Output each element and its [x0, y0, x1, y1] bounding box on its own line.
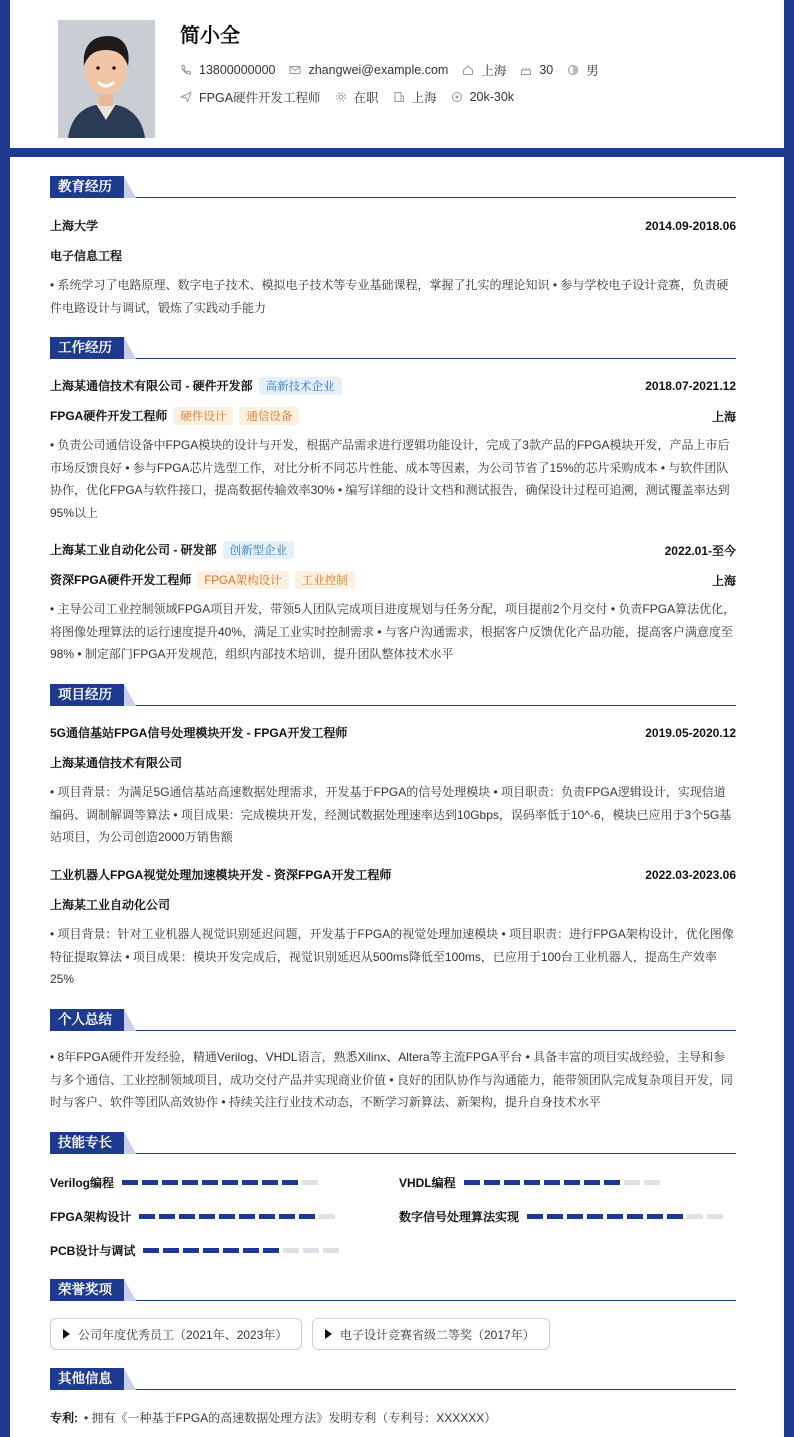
skill-level-bars — [139, 1214, 339, 1219]
city-item — [462, 61, 506, 79]
job-title: FPGA硬件开发工程师 — [50, 409, 168, 423]
other-text: • 拥有《一种基于FPGA的高速数据处理方法》发明专利（专利号：XXXXXX） — [84, 1411, 497, 1425]
gender-icon — [567, 64, 579, 76]
project-header-row — [50, 724, 736, 741]
phone-value: 13800000000 — [199, 63, 276, 77]
project-period: 2019.05-2020.12 — [645, 725, 736, 740]
skill-bar-filled — [587, 1214, 603, 1219]
section-label: 工作经历 — [50, 337, 124, 359]
work-location: 上海 — [711, 409, 736, 424]
section-skills — [50, 1132, 736, 1154]
candidate-name: 简小全 — [180, 25, 240, 47]
job-tag: FPGA架构设计 — [197, 571, 288, 589]
skill-bar-filled — [162, 1180, 178, 1185]
job-title: 资深FPGA硬件开发工程师 — [50, 573, 192, 587]
skill-name: 数字信号处理算法实现 — [399, 1210, 520, 1224]
job-intent-row — [180, 88, 528, 106]
section-summary — [50, 1009, 736, 1031]
section-title-awards — [50, 1279, 736, 1301]
contact-row — [180, 61, 613, 79]
project-name: 工业机器人FPGA视觉处理加速模块开发 - 资深FPGA开发工程师 — [50, 868, 392, 882]
skill-level-bars — [527, 1214, 727, 1219]
frame-left-border — [0, 0, 10, 1437]
job-tag: 通信设备 — [239, 407, 299, 425]
section-title-education — [50, 176, 736, 198]
section-other — [50, 1368, 736, 1390]
section-label: 其他信息 — [50, 1368, 124, 1390]
section-title-summary — [50, 1009, 736, 1031]
award-text: 公司年度优秀员工（2021年、2023年） — [78, 1327, 288, 1342]
skill-name: Verilog编程 — [50, 1176, 115, 1190]
skill-level-bars — [122, 1180, 322, 1185]
section-awards — [50, 1279, 736, 1301]
building-icon — [393, 91, 405, 103]
work-header-row — [50, 541, 736, 559]
work-description: • 主导公司工业控制领域FPGA项目开发，带领5人团队完成项目进度规划与任务分配，项目提前2个月交付 • 负责FPGA算法优化，将图像处理算法的运行速度提升40%，满足工业实时控制需求 • 与客户沟通需求，根据客户反馈优化产品功能，提高客户满意度至98% • 制定部门FPGA开发规范，组织内部技术培训，提升团队整体技术水平 — [50, 602, 736, 661]
skill-bar-filled — [183, 1248, 199, 1253]
work-title — [50, 407, 299, 425]
home-icon — [462, 64, 474, 76]
award-item — [312, 1318, 550, 1350]
skill-item — [50, 1208, 339, 1225]
skill-bar-filled — [142, 1180, 158, 1185]
skill-item — [50, 1242, 343, 1259]
section-projects — [50, 684, 736, 706]
education-period: 2014.09-2018.06 — [645, 218, 736, 233]
skill-bar-filled — [202, 1180, 218, 1185]
skill-bar-filled — [604, 1180, 620, 1185]
skill-bar-filled — [179, 1214, 195, 1219]
work-company — [50, 541, 294, 559]
skill-bar-empty — [323, 1248, 339, 1253]
age-item — [520, 63, 553, 77]
section-label: 个人总结 — [50, 1009, 124, 1031]
skill-bar-filled — [263, 1248, 279, 1253]
skill-name: VHDL编程 — [399, 1176, 456, 1190]
project-header-row — [50, 866, 736, 883]
skill-bar-filled — [567, 1214, 583, 1219]
skill-bar-filled — [223, 1248, 239, 1253]
work-period: 2022.01-至今 — [664, 543, 736, 558]
work-header-row — [50, 377, 736, 395]
skill-bar-filled — [143, 1248, 159, 1253]
skill-bar-filled — [159, 1214, 175, 1219]
phone-icon — [180, 64, 192, 76]
section-label: 技能专长 — [50, 1132, 124, 1154]
school-name: 上海大学 — [50, 219, 99, 233]
skill-bar-filled — [544, 1180, 560, 1185]
summary-text: • 8年FPGA硬件开发经验，精通Verilog、VHDL语言，熟悉Xilinx、Altera等主流FPGA平台 • 具备丰富的项目实战经验，主导和参与多个通信、工业控制领域项目，成功交付产品并实现商业价值 • 良好的团队协作与沟通能力，能带领团队完成复杂项目开发，同时与客户、软件等团队高效协作 • 持续关注行业技术动态，不断学习新算法、新架构，提升自身技术水平 — [50, 1050, 733, 1109]
skill-bar-filled — [182, 1180, 198, 1185]
city-value: 上海 — [481, 64, 507, 78]
gender-item — [567, 61, 599, 79]
email-item — [289, 63, 448, 77]
caret-right-icon — [325, 1329, 332, 1339]
skill-bar-empty — [303, 1248, 319, 1253]
project-org: 上海某工业自动化公司 — [50, 898, 171, 912]
skill-bar-filled — [219, 1214, 235, 1219]
section-title-work — [50, 337, 736, 359]
skill-bar-filled — [667, 1214, 683, 1219]
status-value: 在职 — [353, 91, 379, 105]
target-job-value: FPGA硬件开发工程师 — [199, 91, 321, 105]
project-description: • 项目背景：针对工业机器人视觉识别延迟问题，开发基于FPGA的视觉处理加速模块 • 项目职责：进行FPGA架构设计，优化图像特征提取算法 • 项目成果：模块开发完成后，视觉识别延迟从500ms降低至100ms，已应用于100台工业机器人，提高生产效率25% — [50, 927, 734, 986]
skill-item — [399, 1174, 664, 1191]
award-text: 电子设计竞赛省级二等奖（2017年） — [340, 1327, 535, 1342]
skill-bar-empty — [707, 1214, 723, 1219]
skill-bar-filled — [564, 1180, 580, 1185]
skill-bar-filled — [484, 1180, 500, 1185]
skill-bar-filled — [199, 1214, 215, 1219]
education-major-row — [50, 247, 736, 264]
skill-bar-empty — [687, 1214, 703, 1219]
profile-header — [10, 0, 784, 148]
caret-right-icon — [63, 1329, 70, 1339]
company-name: 上海某通信技术有限公司 - 硬件开发部 — [50, 379, 253, 393]
skill-bar-filled — [243, 1248, 259, 1253]
skill-bar-empty — [283, 1248, 299, 1253]
skill-bar-empty — [302, 1180, 318, 1185]
other-label: 专利: — [50, 1411, 78, 1425]
work-description: • 负责公司通信设备中FPGA模块的设计与开发，根据产品需求进行逻辑功能设计，完成了3款产品的FPGA模块开发，产品上市后市场反馈良好 • 参与FPGA芯片选型工作，对比分析不同芯片性能、成本等因素，为公司节省了15%的芯片采购成本 • 与软件团队协作，优化FPGA与软件接口，提高数据传输效率30% • 编写详细的设计文档和测试报告，确保设计过程可追溯，测试覆盖率达到95%以上 — [50, 438, 730, 520]
header-divider — [0, 148, 794, 157]
project-name: 5G通信基站FPGA信号处理模块开发 - FPGA开发工程师 — [50, 726, 348, 740]
skill-bar-filled — [504, 1180, 520, 1185]
section-title-projects — [50, 684, 736, 706]
section-work — [50, 337, 736, 359]
skill-bar-filled — [163, 1248, 179, 1253]
company-name: 上海某工业自动化公司 - 研发部 — [50, 543, 217, 557]
skill-bar-filled — [647, 1214, 663, 1219]
project-org-row — [50, 896, 736, 913]
skill-bar-filled — [527, 1214, 543, 1219]
work-title-row — [50, 571, 736, 589]
skill-level-bars — [464, 1180, 664, 1185]
skill-bar-filled — [203, 1248, 219, 1253]
skill-bar-filled — [627, 1214, 643, 1219]
major-name: 电子信息工程 — [50, 249, 123, 263]
project-org: 上海某通信技术有限公司 — [50, 756, 183, 770]
project-description: • 项目背景：为满足5G通信基站高速数据处理需求，开发基于FPGA的信号处理模块 • 项目职责：负责FPGA逻辑设计，实现信道编码、调制解调等算法 • 项目成果：完成模块开发，经测试数据处理速率达到10Gbps，误码率低于10^-6，模块已应用于3个5G基站项目，为公司创造2000万销售额 — [50, 785, 732, 844]
skill-bar-filled — [299, 1214, 315, 1219]
skill-bar-filled — [584, 1180, 600, 1185]
work-title-row — [50, 407, 736, 425]
section-label: 教育经历 — [50, 176, 124, 198]
skill-bar-filled — [547, 1214, 563, 1219]
work-location: 上海 — [711, 573, 736, 588]
salary-item — [451, 90, 514, 104]
work-title — [50, 571, 355, 589]
other-row — [50, 1409, 736, 1426]
skill-bar-filled — [607, 1214, 623, 1219]
company-tag: 创新型企业 — [223, 541, 295, 559]
section-education — [50, 176, 736, 198]
cake-icon — [520, 64, 532, 76]
mail-icon — [289, 64, 301, 76]
skill-bar-filled — [139, 1214, 155, 1219]
salary-value: 20k-30k — [469, 90, 515, 104]
award-item — [50, 1318, 302, 1350]
skill-bar-filled — [282, 1180, 298, 1185]
job-tag: 工业控制 — [295, 571, 355, 589]
education-header-row — [50, 217, 736, 234]
project-period: 2022.03-2023.06 — [645, 867, 736, 882]
gender-value: 男 — [586, 64, 599, 78]
work-period: 2018.07-2021.12 — [645, 379, 736, 393]
status-item — [335, 88, 379, 106]
project-org-row — [50, 754, 736, 771]
work-company — [50, 377, 342, 395]
skill-item — [50, 1174, 322, 1191]
send-icon — [180, 91, 192, 103]
skill-bar-filled — [222, 1180, 238, 1185]
email-value: zhangwei@example.com — [308, 63, 449, 77]
target-city-item — [393, 88, 437, 106]
skill-bar-empty — [644, 1180, 660, 1185]
skill-bar-filled — [524, 1180, 540, 1185]
skill-bar-empty — [319, 1214, 335, 1219]
target-job-item — [180, 88, 321, 106]
skill-bar-filled — [259, 1214, 275, 1219]
skill-bar-filled — [122, 1180, 138, 1185]
skill-bar-filled — [262, 1180, 278, 1185]
skill-name: PCB设计与调试 — [50, 1244, 136, 1258]
skill-bar-empty — [624, 1180, 640, 1185]
skill-name: FPGA架构设计 — [50, 1210, 132, 1224]
age-value: 30 — [539, 63, 554, 77]
skill-bar-filled — [239, 1214, 255, 1219]
phone-item — [180, 63, 275, 77]
coin-icon — [451, 91, 463, 103]
section-title-skills — [50, 1132, 736, 1154]
education-description: • 系统学习了电路原理、数字电子技术、模拟电子技术等专业基础课程，掌握了扎实的理论知识 • 参与学校电子设计竞赛，负责硬件电路设计与调试，锻炼了实践动手能力 — [50, 278, 729, 315]
section-label: 项目经历 — [50, 684, 124, 706]
skill-item — [399, 1208, 727, 1225]
section-title-other — [50, 1368, 736, 1390]
company-tag: 高新技术企业 — [259, 377, 342, 395]
gear-icon — [335, 91, 347, 103]
avatar — [58, 20, 155, 138]
skill-level-bars — [143, 1248, 343, 1253]
skill-bar-filled — [242, 1180, 258, 1185]
job-tag: 硬件设计 — [173, 407, 233, 425]
section-label: 荣誉奖项 — [50, 1279, 124, 1301]
frame-right-border — [784, 0, 794, 1437]
target-city-value: 上海 — [411, 91, 437, 105]
skill-bar-filled — [464, 1180, 480, 1185]
skill-bar-filled — [279, 1214, 295, 1219]
